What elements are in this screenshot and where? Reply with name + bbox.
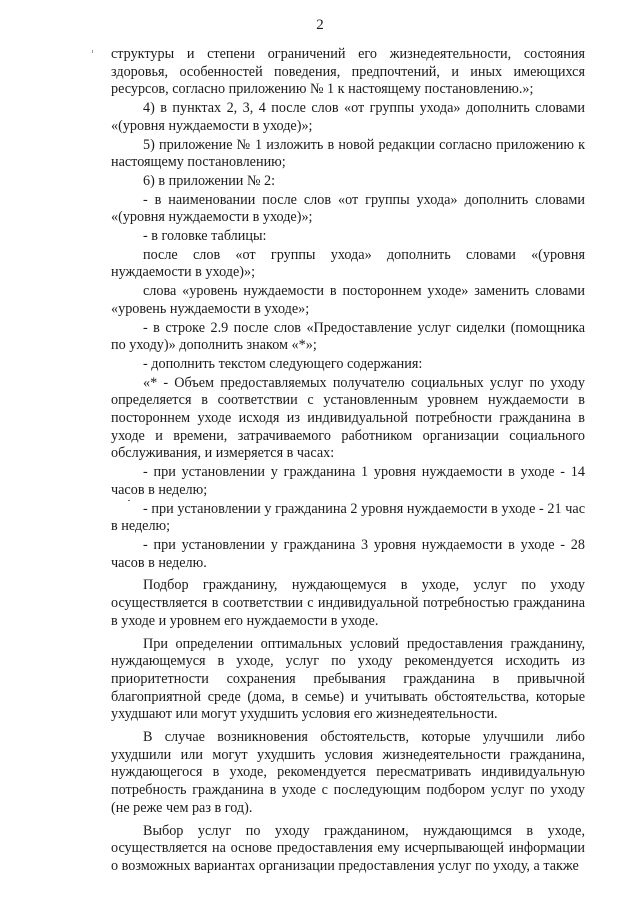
paragraph: 4) в пунктах 2, 3, 4 после слов «от группы ухода» дополнить словами «(уровня нуждаемости в уходе)»; [111,100,585,134]
paragraph: после слов «от группы ухода» дополнить словами «(уровня нуждаемости в уходе)»; [111,246,585,281]
paragraph: 6) в приложении № 2: [143,172,276,189]
paragraph: 5) приложение № 1 изложить в новой редакции согласно приложению к настоящему постановлению; [111,136,585,171]
paragraph: Выбор услуг по уходу гражданином, нуждающимся в уходе, осуществляется на основе предоставления ему исчерпывающей информации о возможных вариантах организации предоставления услуг по уходу, а также [111,822,585,874]
paragraph: Подбор гражданину, нуждающемуся в уходе, услуг по уходу осуществляется в соответствии с индивидуальной потребностью гражданина в уходе и уровнем его нуждаемости в уходе. [111,577,585,629]
paragraph: При определении оптимальных условий предоставления гражданину, нуждающемуся в уходе, услуг по уходу рекомендуется исходить из приоритетности сохранения пребывания гражданина в привычной благоприятной среде (дома, в семье) и учитывать обстоятельства, которые ухудшают или могут ухудшить условия его жизнедеятельности. [111,635,585,723]
scan-artifact [128,500,130,501]
paragraph: В случае возникновения обстоятельств, которые улучшили либо ухудшили или могут ухудшить условия жизнедеятельности гражданина, нуждающегося в уходе, рекомендуется пересматривать индивидуальную потребность гражданина в уходе с последующим подбором услуг по уходу (не реже чем раз в год). [111,729,585,816]
page-number: 2 [316,17,324,33]
paragraph: - дополнить текстом следующего содержания: [143,355,423,372]
paragraph: - при установлении у гражданина 1 уровня нуждаемости в уходе - 14 часов в неделю; [111,464,585,498]
paragraph: - при установлении у гражданина 3 уровня нуждаемости в уходе - 28 часов в неделю. [111,536,585,571]
paragraph: структуры и степени ограничений его жизнедеятельности, состояния здоровья, особенностей поведения, предпочтений, и иных имеющихся ресурсов, согласно приложению № 1 к настоящему постановлению.»; [111,46,585,98]
paragraph: - в наименовании после слов «от группы ухода» дополнить словами «(уровня нуждаемости в уходе)»; [111,191,585,226]
paragraph: «* - Объем предоставляемых получателю социальных услуг по уходу определяется в соответствии с установленным уровнем нуждаемости в постороннем уходе исходя из индивидуальной потребности гражданина в уходе и времени, затрачиваемого работником организации социального обслуживания, и измеряется в часах: [111,374,585,462]
paragraph: - в головке таблицы: [143,228,267,245]
document-body [111,46,585,877]
paragraph: слова «уровень нуждаемости в постороннем уходе» заменить словами «уровень нуждаемости в уходе»; [111,283,585,317]
scan-artifact [92,50,93,53]
paragraph: - в строке 2.9 после слов «Предоставление услуг сиделки (помощника по уходу)» дополнить знаком «*»; [111,319,585,354]
paragraph: - при установлении у гражданина 2 уровня нуждаемости в уходе - 21 час в неделю; [111,500,585,535]
